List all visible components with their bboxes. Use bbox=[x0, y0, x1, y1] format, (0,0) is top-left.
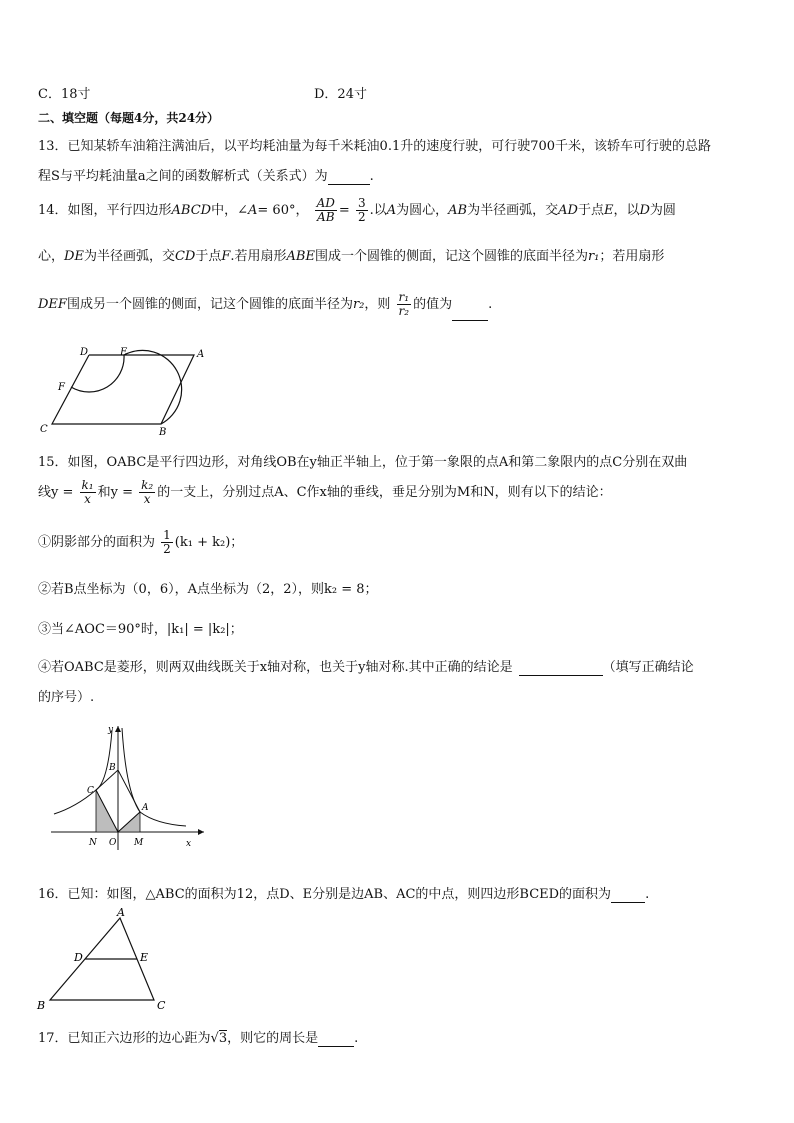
q14-t14: 围成一个圆锥的侧面，记这个圆锥的底面半径为 bbox=[314, 249, 588, 264]
q13-line1: 13．已知某轿车油箱注满油后，以平均耗油量为每千米耗油0.1升的速度行驶，可行驶700千米，该轿车可行驶的总路 bbox=[38, 139, 712, 154]
q15-figure bbox=[46, 722, 206, 852]
q14-t16: 围成另一个圆锥的侧面，记这个圆锥的底面半径为 bbox=[66, 297, 353, 312]
q14-t4: .以 bbox=[369, 203, 387, 218]
q17-end: . bbox=[354, 1031, 359, 1046]
q14-label-f: F bbox=[58, 382, 65, 393]
q15-conclusion-2: ②若B点坐标为（0，6），A点坐标为（2，2），则k₂ = 8； bbox=[38, 582, 378, 597]
q14-d: D bbox=[639, 203, 650, 218]
q14-label-b: B bbox=[159, 427, 167, 436]
q15-x-arrow bbox=[198, 829, 204, 835]
q15-hyperbola-left bbox=[54, 730, 112, 814]
q15-conclusion-1 bbox=[38, 528, 243, 558]
q17-answer-blank bbox=[318, 1031, 354, 1047]
q17-line bbox=[38, 1027, 358, 1047]
q14-answer-blank bbox=[452, 290, 488, 321]
q15-hyperbola-right bbox=[122, 728, 186, 826]
q15-label-o: O bbox=[109, 838, 117, 848]
q17-sqrt-value: 3 bbox=[218, 1031, 228, 1046]
q15-label-b: B bbox=[109, 763, 116, 773]
q15-label-c: C bbox=[87, 786, 94, 796]
q16-label-b: B bbox=[37, 999, 46, 1012]
q15-conclusion-4 bbox=[38, 656, 694, 676]
q14-t18: 的值为 bbox=[413, 297, 453, 312]
q16-answer-blank bbox=[611, 887, 645, 903]
q14-t12: 于点 bbox=[195, 249, 222, 264]
q14-f: F bbox=[221, 249, 231, 264]
q15-label-x: x bbox=[186, 839, 192, 849]
q14-three: 3 bbox=[357, 196, 366, 210]
q14-label-d: D bbox=[80, 347, 89, 358]
q14-r2: r₂ bbox=[352, 297, 365, 312]
q14-t11: 为半径画弧，交 bbox=[83, 249, 175, 264]
q15-label-y: y bbox=[108, 725, 114, 735]
q15-half-num: 1 bbox=[163, 528, 171, 542]
q13-line2 bbox=[38, 165, 374, 185]
q14-r-num: r₁ bbox=[398, 290, 410, 304]
q15-answer-blank bbox=[519, 660, 603, 676]
q14-e: E bbox=[603, 203, 614, 218]
q14-a2: A bbox=[386, 203, 397, 218]
q17-sqrt: √3 bbox=[210, 1031, 228, 1046]
q16-label-d: D bbox=[74, 951, 83, 964]
q15-y-arrow bbox=[115, 726, 121, 732]
q17-text-b: ，则它的周长是 bbox=[227, 1031, 319, 1046]
q14-figure bbox=[36, 344, 216, 436]
q14-line1 bbox=[38, 196, 676, 226]
q14-arc-abe bbox=[124, 350, 182, 424]
q14-t5: 为圆心， bbox=[396, 203, 449, 218]
q14-two: 2 bbox=[357, 210, 366, 224]
q14-line2 bbox=[38, 245, 664, 264]
q14-r-den: r₂ bbox=[398, 304, 410, 318]
q15-k2: k₂ bbox=[141, 478, 154, 492]
q14-angle-a: A bbox=[248, 203, 258, 218]
q14-cd: CD bbox=[174, 249, 196, 264]
q14-t13: .若用扇形 bbox=[230, 249, 287, 264]
q15-line1: 15．如图，OABC是平行四边形，对角线OB在y轴正半轴上，位于第一象限的点A和第二象限内的点C分别在双曲 bbox=[38, 455, 688, 470]
q15-t3: 的一支上，分别过点A、C作x轴的垂线，垂足分别为M和N，则有以下的结论： bbox=[157, 485, 612, 500]
q14-def: DEF bbox=[38, 297, 67, 312]
q15-half bbox=[161, 529, 173, 556]
q14-r1: r₁ bbox=[587, 249, 600, 264]
q15-t2: 和y = bbox=[97, 485, 133, 500]
q14-abcd: ABCD bbox=[171, 203, 212, 218]
q14-t7: 于点 bbox=[577, 203, 604, 218]
q15-k1-fraction bbox=[80, 479, 96, 506]
q15-c4b: （填写正确结论 bbox=[602, 660, 694, 675]
q14-ratio-num: AD bbox=[316, 196, 335, 210]
q14-line3 bbox=[38, 290, 492, 321]
q13-end: . bbox=[369, 169, 374, 184]
q15-line2 bbox=[38, 478, 612, 508]
q15-x1: x bbox=[84, 492, 91, 506]
q14-t10: 心， bbox=[38, 249, 65, 264]
q15-c1a: ①阴影部分的面积为 bbox=[38, 535, 156, 550]
q15-c4c: 的序号）. bbox=[38, 690, 95, 705]
q14-t8: ，以 bbox=[613, 203, 640, 218]
option-d: D．24寸 bbox=[314, 87, 367, 102]
q14-label-a: A bbox=[197, 349, 205, 360]
q15-conclusion-3: ③当∠AOC＝90°时，|k₁| = |k₂|； bbox=[38, 622, 243, 637]
q15-c1b: (k₁ + k₂)； bbox=[174, 535, 244, 550]
q15-label-m: M bbox=[134, 838, 144, 848]
q16-text: 16．已知：如图，△ABC的面积为12，点D、E分别是边AB、AC的中点，则四边形BCED的面积为 bbox=[38, 887, 612, 902]
q16-figure bbox=[34, 903, 184, 1013]
q16-label-a: A bbox=[117, 906, 125, 919]
q14-t2: 中，∠ bbox=[211, 203, 249, 218]
q14-ratio-den: AB bbox=[317, 210, 335, 224]
q15-label-a: A bbox=[142, 803, 149, 813]
q14-t9: 为圆 bbox=[649, 203, 676, 218]
q14-t15: ；若用扇形 bbox=[599, 249, 665, 264]
q15-half-den: 2 bbox=[163, 542, 171, 556]
q15-label-n: N bbox=[89, 838, 97, 848]
q14-de: DE bbox=[64, 249, 84, 264]
q14-ratio-fraction bbox=[315, 197, 337, 224]
q14-label-e: E bbox=[120, 347, 128, 358]
q14-t3: = 60°， bbox=[257, 203, 309, 218]
q14-label-c: C bbox=[40, 424, 48, 435]
q17-text-a: 17．已知正六边形的边心距为 bbox=[38, 1031, 211, 1046]
q15-k2-fraction bbox=[139, 479, 155, 506]
q14-t17: ，则 bbox=[364, 297, 391, 312]
q16-label-c: C bbox=[157, 999, 166, 1012]
q16-end: . bbox=[645, 887, 650, 902]
q14-abe: ABE bbox=[286, 249, 315, 264]
q15-t1: 线y = bbox=[38, 485, 74, 500]
q15-k1: k₁ bbox=[81, 478, 94, 492]
q14-eq: = bbox=[338, 203, 350, 218]
q14-ab: AB bbox=[448, 203, 468, 218]
q14-r-fraction bbox=[397, 291, 412, 318]
section-title: 二、填空题（每题4分，共24分） bbox=[38, 111, 220, 125]
q14-end: . bbox=[488, 297, 493, 312]
option-c: C．18寸 bbox=[38, 87, 91, 102]
q13-line2-text: 程S与平均耗油量a之间的函数解析式（关系式）为 bbox=[38, 169, 328, 184]
q14-t1: 14．如图，平行四边形 bbox=[38, 203, 172, 218]
q15-x2: x bbox=[143, 492, 151, 506]
q14-t6: 为半径画弧，交 bbox=[467, 203, 559, 218]
q16-label-e: E bbox=[140, 951, 149, 964]
q14-ad: AD bbox=[558, 203, 578, 218]
q16-line bbox=[38, 883, 649, 903]
q15-c4a: ④若OABC是菱形，则两双曲线既关于x轴对称，也关于y轴对称.其中正确的结论是 bbox=[38, 660, 513, 675]
q13-answer-blank bbox=[328, 169, 370, 185]
q14-three-halves bbox=[356, 197, 368, 224]
